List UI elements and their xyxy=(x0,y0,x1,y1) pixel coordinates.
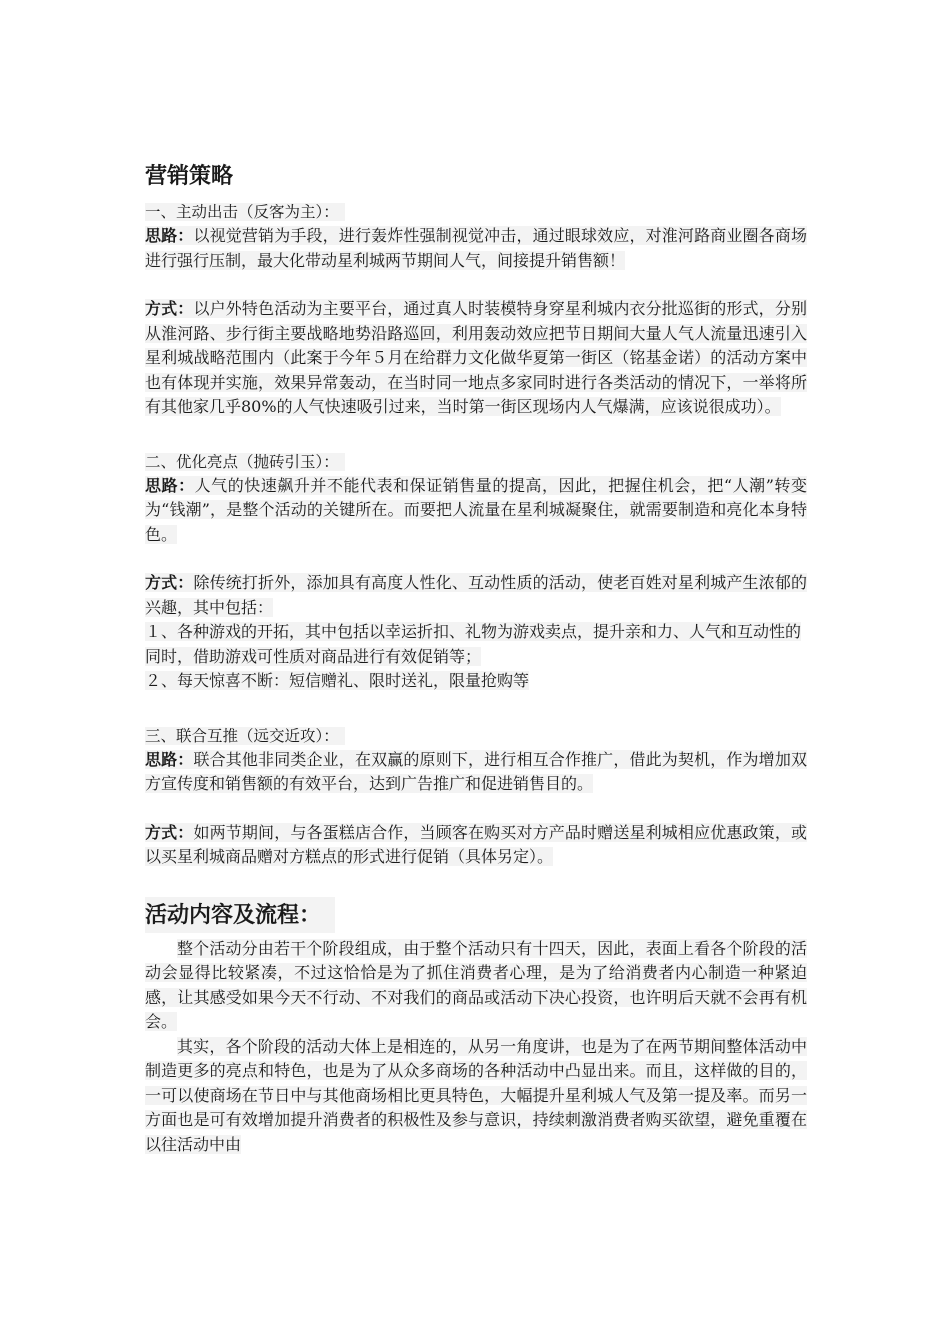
method-label: 方式： xyxy=(145,822,194,842)
list-item-2 xyxy=(145,669,807,694)
idea-text: 人气的快速飙升并不能代表和保证销售量的提高，因此，把握住机会，把“人潮”转变为“钱潮”，是整个活动的关键所在。而要把人流量在星利城凝聚住，就需要制造和亮化本身特色。 xyxy=(145,475,807,544)
section-2-title-text: 二、优化亮点（抛砖引玉）： xyxy=(145,453,345,471)
body-paragraph-2 xyxy=(145,1035,807,1158)
idea-label: 思路： xyxy=(145,475,195,495)
section-1-title xyxy=(145,200,807,224)
method-text: 如两节期间，与各蛋糕店合作，当顾客在购买对方产品时赠送星利城相应优惠政策，或以买星利城商品赠对方糕点的形式进行促销（具体另定）。 xyxy=(145,822,807,866)
section-2-idea xyxy=(145,474,807,548)
section-3-title-text: 三、联合互推（远交近攻）： xyxy=(145,727,345,745)
section-1-title-text: 一、主动出击（反客为主）： xyxy=(145,203,345,221)
heading-activity-content: 活动内容及流程： xyxy=(145,897,335,933)
section-1-method xyxy=(145,297,807,420)
document-page xyxy=(145,158,807,1157)
body-paragraph-2-text: 其实，各个阶段的活动大体上是相连的，从另一角度讲，也是为了在两节期间整体活动中制造更多的亮点和特色，也是为了从众多商场的各种活动中凸显出来。而且，这样做的目的，一可以使商场在节日中与其他商场相比更具特色，大幅提升星利城人气及第一提及率。而另一方面也是可有效增加提升消费者的积极性及参与意识，持续刺激消费者购买欲望，避免重覆在以往活动中由 xyxy=(145,1036,807,1154)
heading-marketing-strategy: 营销策略 xyxy=(145,163,234,189)
list-item-2-text: ２、每天惊喜不断：短信赠礼、限时送礼，限量抢购等 xyxy=(145,671,530,690)
section-3-idea xyxy=(145,748,807,797)
section-3-method xyxy=(145,821,807,870)
idea-text: 以视觉营销为手段，进行轰炸性强制视觉冲击，通过眼球效应，对淮河路商业圈各商场进行强行压制，最大化带动星利城两节期间人气，间接提升销售额！ xyxy=(145,226,807,270)
idea-label: 思路： xyxy=(145,749,194,769)
section-3-title xyxy=(145,724,807,748)
list-item-1-text: １、各种游戏的开拓，其中包括以幸运折扣、礼物为游戏卖点，提升亲和力、人气和互动性的同时，借助游戏可性质对商品进行有效促销等； xyxy=(145,622,802,666)
list-item-1 xyxy=(145,620,807,669)
idea-label: 思路： xyxy=(145,226,194,245)
body-paragraph-1-text: 整个活动分由若干个阶段组成，由于整个活动只有十四天，因此，表面上看各个阶段的活动会显得比较紧凑，不过这恰恰是为了抓住消费者心理，是为了给消费者内心制造一种紧迫感，让其感受如果今天不行动、不对我们的商品或活动下决心投资，也许明后天就不会再有机会。 xyxy=(145,938,807,1031)
body-paragraph-1 xyxy=(145,937,807,1035)
method-text: 以户外特色活动为主要平台，通过真人时装模特身穿星利城内衣分批巡街的形式，分别从淮河路、步行街主要战略地势沿路巡回，利用轰动效应把节日期间大量人气人流量迅速引入星利城战略范围内（此案于今年５月在给群力文化做华夏第一街区（铭基金诺）的活动方案中也有体现并实施，效果异常轰动，在当时同一地点多家同时进行各类活动的情况下，一举将所有其他家几乎80%的人气快速吸引过来，当时第一街区现场内人气爆满，应该说很成功）。 xyxy=(145,299,807,416)
method-label: 方式： xyxy=(145,299,194,318)
idea-text: 联合其他非同类企业，在双赢的原则下，进行相互合作推广，借此为契机，作为增加双方宣传度和销售额的有效平台，达到广告推广和促进销售目的。 xyxy=(145,749,807,793)
section-1-idea xyxy=(145,224,807,273)
section-2-method xyxy=(145,571,807,620)
section-2-title xyxy=(145,450,807,474)
method-label: 方式： xyxy=(145,573,194,592)
method-text: 除传统打折外，添加具有高度人性化、互动性质的活动，使老百姓对星利城产生浓郁的兴趣，其中包括： xyxy=(145,573,807,617)
